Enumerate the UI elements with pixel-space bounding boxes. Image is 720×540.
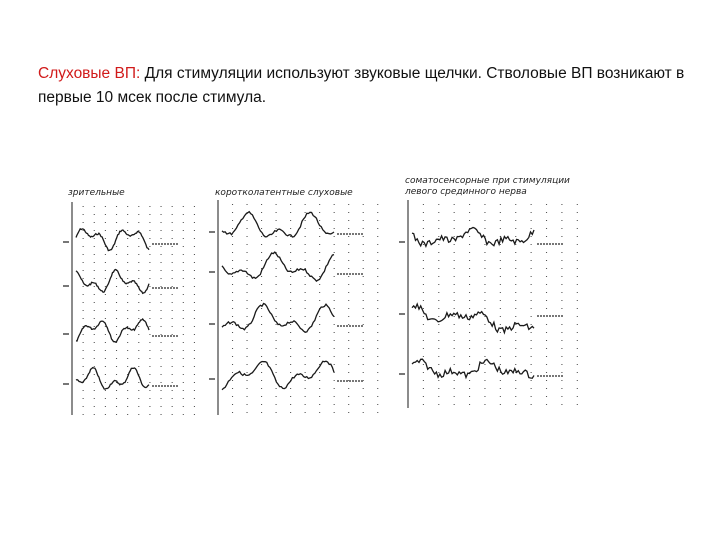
trace-line [76,229,149,251]
panel-somatosensory-title-1: соматосенсорные при стимуляции [405,176,570,186]
trace-line [76,270,149,294]
slide-body-text: Для стимуляции используют звуковые щелчки. Стволовые ВП возникают в первые 10 мсек после стимула. [38,65,685,106]
evoked-potentials-figure [60,170,600,420]
panel-auditory-title: коротколатентные слуховые [215,188,353,198]
trace-line [222,212,334,237]
panel-somatosensory-title-2: левого срединного нерва [405,187,527,197]
trace-line [412,359,534,378]
traces-graphic [60,170,600,420]
trace-line [222,252,334,281]
panel-visual-title: зрительные [68,188,125,198]
trace-line [76,319,149,342]
highlight-term: Слуховые ВП: [38,65,141,82]
trace-line [76,368,149,390]
slide-text [38,62,698,110]
trace-line [222,361,334,390]
trace-line [222,304,334,333]
